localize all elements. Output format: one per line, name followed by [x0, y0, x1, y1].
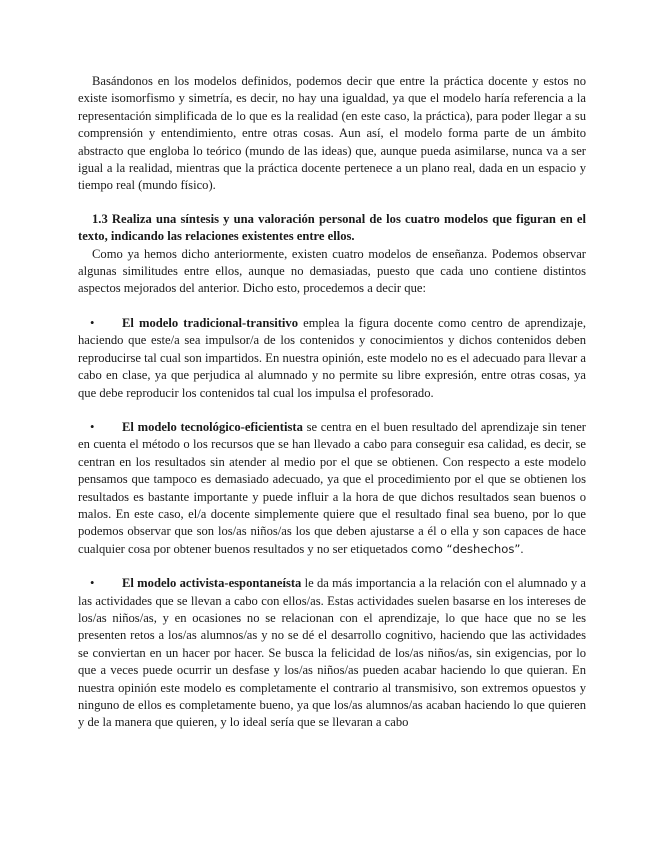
- paragraph-spacer: [78, 298, 586, 315]
- paragraph-spacer: [78, 558, 586, 575]
- bullet-text-end: .: [520, 541, 524, 556]
- bullet-icon: •: [90, 576, 95, 591]
- section-lead-paragraph: Como ya hemos dicho anteriormente, existen cuatro modelos de enseñanza. Podemos observar algunas similitudes entre ellos, aunque no demasiadas, puesto que cada uno contiene distintos aspectos mejorados del anterior. Dicho esto, procedemos a decir que:: [78, 246, 586, 296]
- document-page: [78, 73, 586, 732]
- bullet-text: se centra en el buen resultado del aprendizaje sin tener en cuenta el método o los recursos que se han llevado a cabo para conseguir esa calidad, es decir, se centran en los resultados sin atender al medio por el que se obtienen. Con respecto a este modelo pensamos que tampoco es demasiado adecuado, ya que el procedimiento por el que se obtienen los resultados es bastante importante y puede influir a la hora de que dichos resultados sean buenos o malos. En este caso, el/a docente simplemente quiere que el resultado final sea bueno, por lo que podemos observar que son los/as niños/as los que deben ajustarse a él o ella y son capaces de hace cualquier cosa por obtener buenos resultados y no ser etiquetados: [78, 419, 586, 556]
- bullet-text: emplea la figura docente como centro de aprendizaje, haciendo que este/a sea impulsor/a de los contenidos y conocimientos y dichos contenidos deben reproducirse tal cual son impartidos. En nuestra opinión, este modelo no es el adecuado para llevar a cabo en clase, ya que perjudica al alumnado y no permite su libre expresión, entre otras cosas, ya que debe reproducir los contenidos tal cual los impulsa el profesorado.: [78, 315, 586, 400]
- bullet-item-traditional: [78, 315, 586, 402]
- section-heading: 1.3 Realiza una síntesis y una valoración personal de los cuatro modelos que figuran en el texto, indicando las relaciones existentes entre ellos.: [78, 211, 586, 244]
- paragraph-spacer: [78, 402, 586, 419]
- bullet-item-technological: [78, 419, 586, 558]
- bullet-term: El modelo tecnológico-eficientista: [122, 419, 303, 434]
- bullet-item-activist: [78, 575, 586, 732]
- bullet-text-quote: como “deshechos”: [410, 541, 521, 556]
- intro-paragraph: Basándonos en los modelos definidos, podemos decir que entre la práctica docente y estos no existe isomorfismo y simetría, es decir, no hay una igualdad, ya que el modelo haría referencia a la representación simplificada de lo que es la realidad (en este caso, la práctica), para poder llegar a su comprensión y entendimiento, entre otras cosas. Aun así, el modelo forma parte de un ámbito abstracto que engloba lo teórico (mundo de las ideas) que, aunque pueda asimilarse, nunca va a ser igual a la realidad, mientras que la práctica docente pertenece a un plano real, dada en un espacio y tiempo real (mundo físico).: [78, 74, 586, 193]
- bullet-icon: •: [90, 315, 95, 330]
- bullet-icon: •: [90, 419, 95, 434]
- bullet-term: El modelo tradicional-transitivo: [122, 315, 299, 330]
- bullet-term: El modelo activista-espontaneísta: [122, 576, 302, 591]
- bullet-text: le da más importancia a la relación con el alumnado y a las actividades que se llevan a cabo con ellos/as. Estas actividades suelen basarse en los intereses de los/as niños/as, y en ocasiones no se relacionan con el aprendizaje, lo que hace que no se les presenten retos a los/as alumnos/as y no se dé el desarrollo cognitivo, haciendo que las actividades se conviertan en un hacer por hacer. Se busca la felicidad de los/as niños/as, sin exigencias, por lo que a veces puede ocurrir un desfase y los/as niños/as pueden acabar haciendo lo que quieran. En nuestra opinión este modelo es completamente el contrario al transmisivo, son extremos opuestos y ninguno de ellos es completamente bueno, ya que los/as alumnos/as acaban haciendo lo que quieren y de la manera que quieren, y lo ideal sería que se llevaran a cabo: [78, 576, 586, 730]
